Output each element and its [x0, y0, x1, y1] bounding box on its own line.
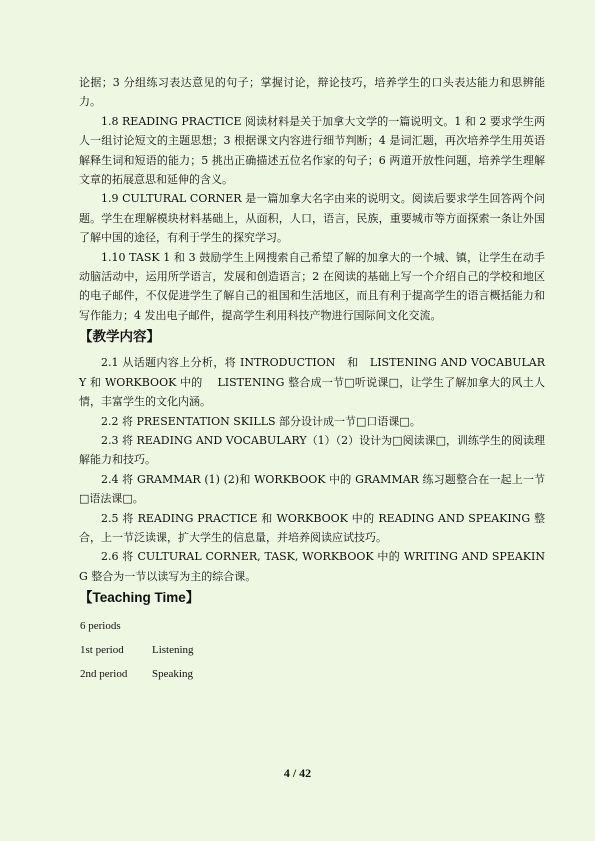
content-item-2-4: 2.4 将 GRAMMAR (1) (2)和 WORKBOOK 中的 GRAMMAR 练习题整合在一起上一节□语法课□。 [79, 472, 545, 506]
paragraph-reading-practice: 1.8 READING PRACTICE 阅读材料是关于加拿大文学的一篇说明文。1 和 2 要求学生两人一组讨论短文的主题思想；3 根据课文内容进行细节判断；4 是词汇题，再次培养学生用英语解释生词和短语的能力；5 挑出正确描述五位名作家的句子；6 两道开放性问题，培养学生理解文章的拓展意思和延伸的含义。 [79, 114, 545, 187]
content-item-2-6: 2.6 将 CULTURAL CORNER, TASK, WORKBOOK 中的 WRITING AND SPEAKING 整合为一节以读写为主的综合课。 [79, 550, 545, 583]
section-heading-teaching-content: 【教学内容】 [79, 329, 160, 346]
period-activity: Speaking [152, 668, 193, 681]
paragraph-task: 1.10 TASK 1 和 3 鼓励学生上网搜索自己希望了解的加拿大的一个城、镇，让学生在动手动脑活动中，运用所学语言，发展和创造语言；2 在阅读的基础上写一个介绍自己的学校和地区的电子邮件，不仅促进学生了解自己的祖国和生活地区，而且有利于提高学生的语言概括能力和写作能力；4 发出电子邮件，提高学生利用科技产物进行国际间文化交流。 [79, 250, 545, 322]
period-row [80, 638, 545, 662]
page-content [79, 73, 545, 686]
content-item-2-5: 2.5 将 READING PRACTICE 和 WORKBOOK 中的 READING AND SPEAKING 整合，上一节泛读课，扩大学生的信息量，并培养阅读应试技巧。 [79, 511, 545, 544]
total-periods: 6 periods [80, 620, 121, 633]
paragraph-debate-skills: 论据；3 分组练习表达意见的句子；掌握讨论，辩论技巧，培养学生的口头表达能力和思辨能力。 [79, 76, 545, 109]
section-heading-teaching-time: 【Teaching Time】 [79, 590, 200, 606]
period-list [79, 614, 545, 686]
content-item-2-3: 2.3 将 READING AND VOCABULARY（1）（2）设计为□阅读课□，训练学生的阅读理解能力和技巧。 [79, 433, 545, 467]
period-row [80, 662, 545, 686]
paragraph-cultural-corner: 1.9 CULTURAL CORNER 是一篇加拿大名字由来的说明文。阅读后要求学生回答两个问题。学生在理解模块材料基础上，从面积，人口，语言，民族，重要城市等方面探索一条让外国了解中国的途径，有利于学生的探究学习。 [79, 192, 545, 245]
period-name: 1st period [80, 644, 124, 657]
period-activity: Listening [152, 644, 194, 657]
page-number: 4 / 42 [283, 766, 312, 780]
content-item-2-1: 2.1 从话题内容上分析，将 INTRODUCTION 和 LISTENING AND VOCABULARY 和 WORKBOOK 中的 LISTENING 整合成一节□听说课□，让学生了解加拿大的风土人情，丰富学生的文化内涵。 [79, 356, 545, 409]
content-item-2-2: 2.2 将 PRESENTATION SKILLS 部分设计成一节□口语课□。 [101, 414, 421, 428]
period-name: 2nd period [80, 668, 128, 681]
